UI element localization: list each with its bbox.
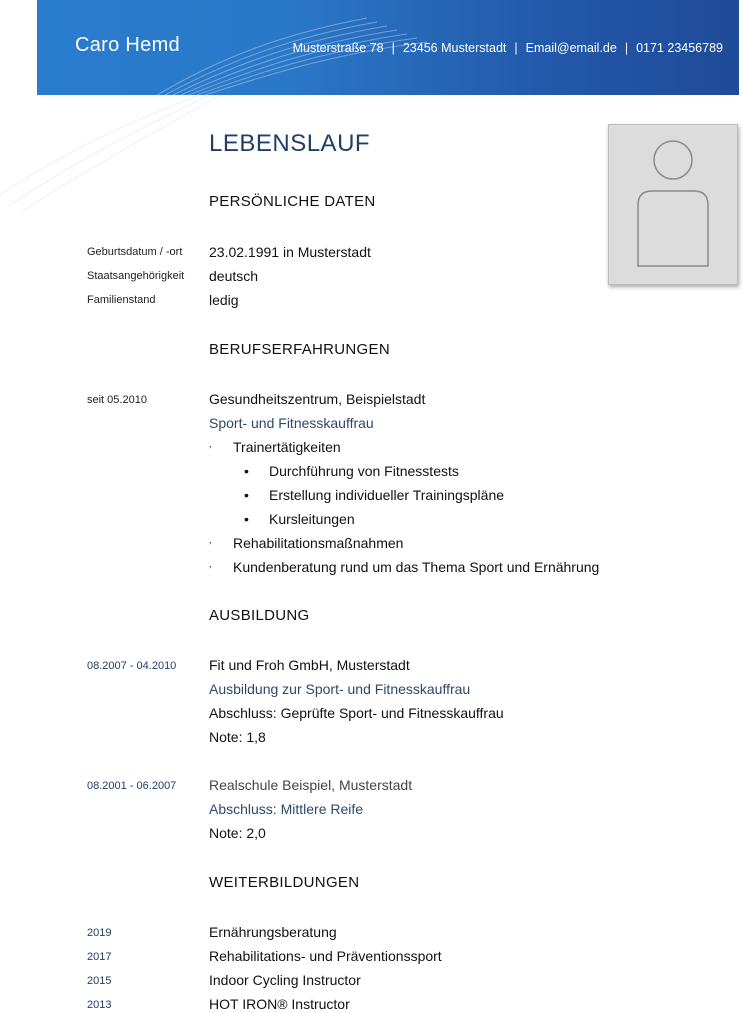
value-birth: 23.02.1991 in Musterstadt <box>209 244 371 260</box>
experience-sub-bullet-item <box>244 511 355 527</box>
experience-date: seit 05.2010 <box>87 394 147 406</box>
bullet-marker: ‚ <box>209 559 212 570</box>
bullet-marker: ‚ <box>209 439 212 450</box>
training-name: Indoor Cycling Instructor <box>209 972 361 988</box>
header-contact <box>293 41 723 55</box>
experience-position: Sport- und Fitnesskauffrau <box>209 415 374 431</box>
experience-bullet-item <box>209 439 341 455</box>
training-year: 2013 <box>87 999 112 1011</box>
training-year: 2017 <box>87 951 112 963</box>
experience-bullet-item <box>209 559 599 575</box>
education-program: Ausbildung zur Sport- und Fitnesskauffrau <box>209 681 471 697</box>
bullet-marker: ‚ <box>209 535 212 546</box>
training-name: Rehabilitations- und Präventionssport <box>209 948 442 964</box>
training-year: 2015 <box>87 975 112 987</box>
section-heading-education: AUSBILDUNG <box>209 607 310 624</box>
contact-street: Musterstraße 78 <box>292 41 384 55</box>
section-heading-experience: BERUFSERFAHRUNGEN <box>209 341 390 358</box>
experience-bullet-item <box>209 535 403 551</box>
sub-bullet-marker: • <box>244 487 249 503</box>
sub-bullet-text: Erstellung individueller Trainingspläne <box>269 487 505 503</box>
label-birth: Geburtsdatum / -ort <box>87 246 183 258</box>
page-title: LEBENSLAUF <box>209 130 371 157</box>
experience-sub-bullet-item <box>244 463 459 479</box>
education-program: Abschluss: Mittlere Reife <box>209 801 364 817</box>
bullet-text: Rehabilitationsmaßnahmen <box>233 535 404 551</box>
person-icon <box>609 125 737 284</box>
training-name: Ernährungsberatung <box>209 924 337 940</box>
value-marital-status: ledig <box>209 292 239 308</box>
contact-phone: 0171 23456789 <box>636 41 723 55</box>
label-nationality: Staatsangehörigkeit <box>87 270 185 282</box>
profile-photo-placeholder <box>608 124 738 285</box>
header-banner <box>37 0 739 95</box>
bullet-text: Kundenberatung rund um das Thema Sport und Ernährung <box>233 559 600 575</box>
education-degree: Abschluss: Geprüfte Sport- und Fitnesskauffrau <box>209 705 504 721</box>
section-heading-training: WEITERBILDUNGEN <box>209 874 360 891</box>
sub-bullet-text: Kursleitungen <box>269 511 355 527</box>
value-nationality: deutsch <box>209 268 259 284</box>
education-grade: Note: 1,8 <box>209 729 266 745</box>
education-grade: Note: 2,0 <box>209 825 266 841</box>
contact-separator: | <box>391 41 395 55</box>
contact-separator: | <box>514 41 518 55</box>
contact-email[interactable]: Email@email.de <box>525 41 617 55</box>
education-date: 08.2007 - 04.2010 <box>87 660 177 672</box>
bullet-text: Trainertätigkeiten <box>233 439 341 455</box>
education-date: 08.2001 - 06.2007 <box>87 780 177 792</box>
experience-employer: Gesundheitszentrum, Beispielstadt <box>209 391 426 407</box>
contact-separator: | <box>624 41 629 55</box>
training-year: 2019 <box>87 927 112 939</box>
sub-bullet-text: Durchführung von Fitnesstests <box>269 463 459 479</box>
education-institution: Realschule Beispiel, Musterstadt <box>209 777 413 793</box>
training-name: HOT IRON® Instructor <box>209 996 350 1012</box>
sub-bullet-marker: • <box>244 511 249 527</box>
sub-bullet-marker: • <box>244 463 249 479</box>
education-institution: Fit und Froh GmbH, Musterstadt <box>209 657 410 673</box>
experience-sub-bullet-item <box>244 487 504 503</box>
label-marital-status: Familienstand <box>87 294 156 306</box>
section-heading-personal: PERSÖNLICHE DATEN <box>209 193 376 210</box>
header-name: Caro Hemd <box>75 34 180 56</box>
contact-city: 23456 Musterstadt <box>402 41 507 55</box>
